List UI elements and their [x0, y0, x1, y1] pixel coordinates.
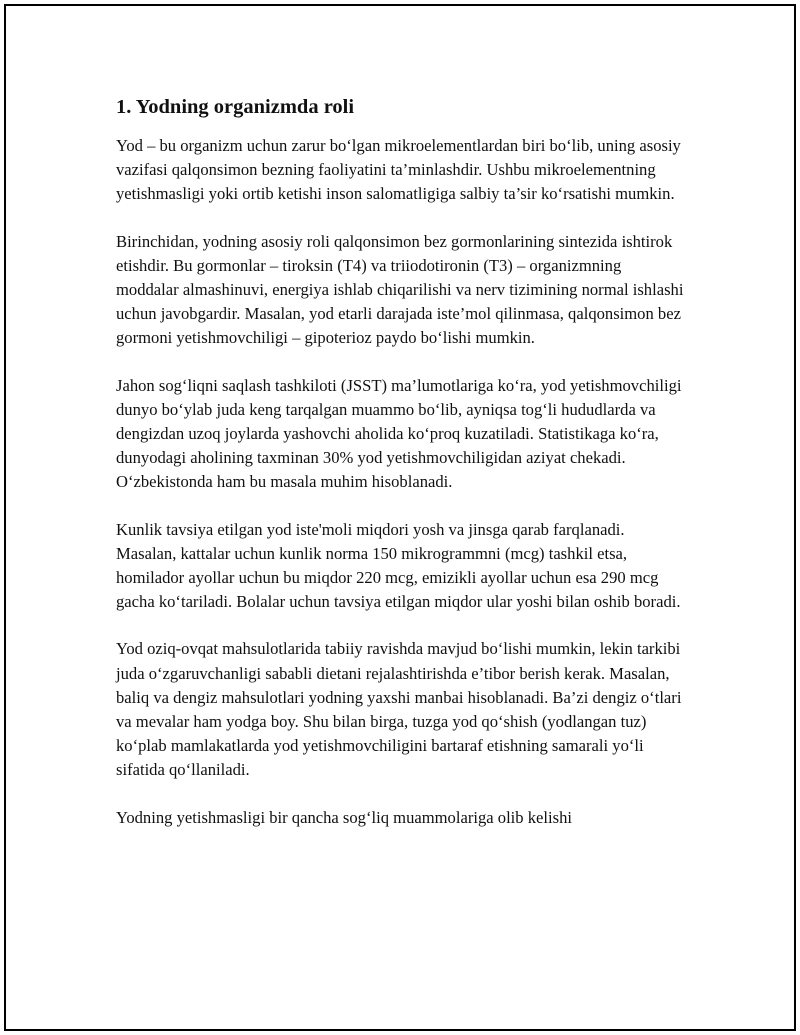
document-body [116, 94, 686, 853]
paragraph-who-statistics: Jahon sog‘liqni saqlash tashkiloti (JSST) ma’lumotlariga ko‘ra, yod yetishmovchiligi dunyo bo‘ylab juda keng tarqalgan muammo bo‘lib, ayniqsa tog‘li hududlarda va dengizdan uzoq joylarda yashovchi aholida ko‘proq kuzatiladi. Statistikaga ko‘ra, dunyodagi aholining taxminan 30% yod yetishmovchiligidan aziyat chekadi. O‘zbekistonda ham bu masala muhim hisoblanadi. [116, 375, 682, 492]
paragraph-deficiency: Yodning yetishmasligi bir qancha sog‘liq muammolariga olib kelishi [116, 807, 572, 827]
section-heading: 1. Yodning organizmda roli [116, 96, 355, 118]
paragraph-intro: Yod – bu organizm uchun zarur bo‘lgan mikroelementlardan biri bo‘lib, uning asosiy vazifasi qalqonsimon bezning faoliyatini ta’minlashdir. Ushbu mikroelementning yetishmasligi yoki ortib ketishi inson salomatligiga salbiy ta’sir ko‘rsatishi mumkin. [116, 136, 681, 204]
paragraph-hormones: Birinchidan, yodning asosiy roli qalqonsimon bez gormonlarining sintezida ishtirok etishdir. Bu gormonlar – tiroksin (T4) va triiodotironin (T3) – organizmning moddalar almashinuvi, energiya ishlab chiqarilishi va nerv tizimining normal ishlashi uchun javobgardir. Masalan, yod etarli darajada iste’mol qilinmasa, qalqonsimon bez gormoni yetishmovchiligi – gipoterioz paydo bo‘lishi mumkin. [116, 231, 684, 348]
paragraph-daily-intake: Kunlik tavsiya etilgan yod iste'moli miqdori yosh va jinsga qarab farqlanadi. Masalan, kattalar uchun kunlik norma 150 mikrogrammni (mcg) tashkil etsa, homilador ayollar uchun bu miqdor 220 mcg, emizikli ayollar uchun esa 290 mcg gacha ko‘tariladi. Bolalar uchun tavsiya etilgan miqdor ular yoshi bilan oshib boradi. [116, 519, 681, 612]
paragraph-food-sources: Yod oziq-ovqat mahsulotlarida tabiiy ravishda mavjud bo‘lishi mumkin, lekin tarkibi juda o‘zgaruvchanligi sababli dietani rejalashtirishda e’tibor berish kerak. Masalan, baliq va dengiz mahsulotlari yodning yaxshi manbai hisoblanadi. Ba’zi dengiz o‘tlari va mevalar ham yodga boy. Shu bilan birga, tuzga yod qo‘shish (yodlangan tuz) ko‘plab mamlakatlarda yod yetishmovchiligini bartaraf etishning samarali yo‘li sifatida qo‘llaniladi. [116, 639, 682, 780]
